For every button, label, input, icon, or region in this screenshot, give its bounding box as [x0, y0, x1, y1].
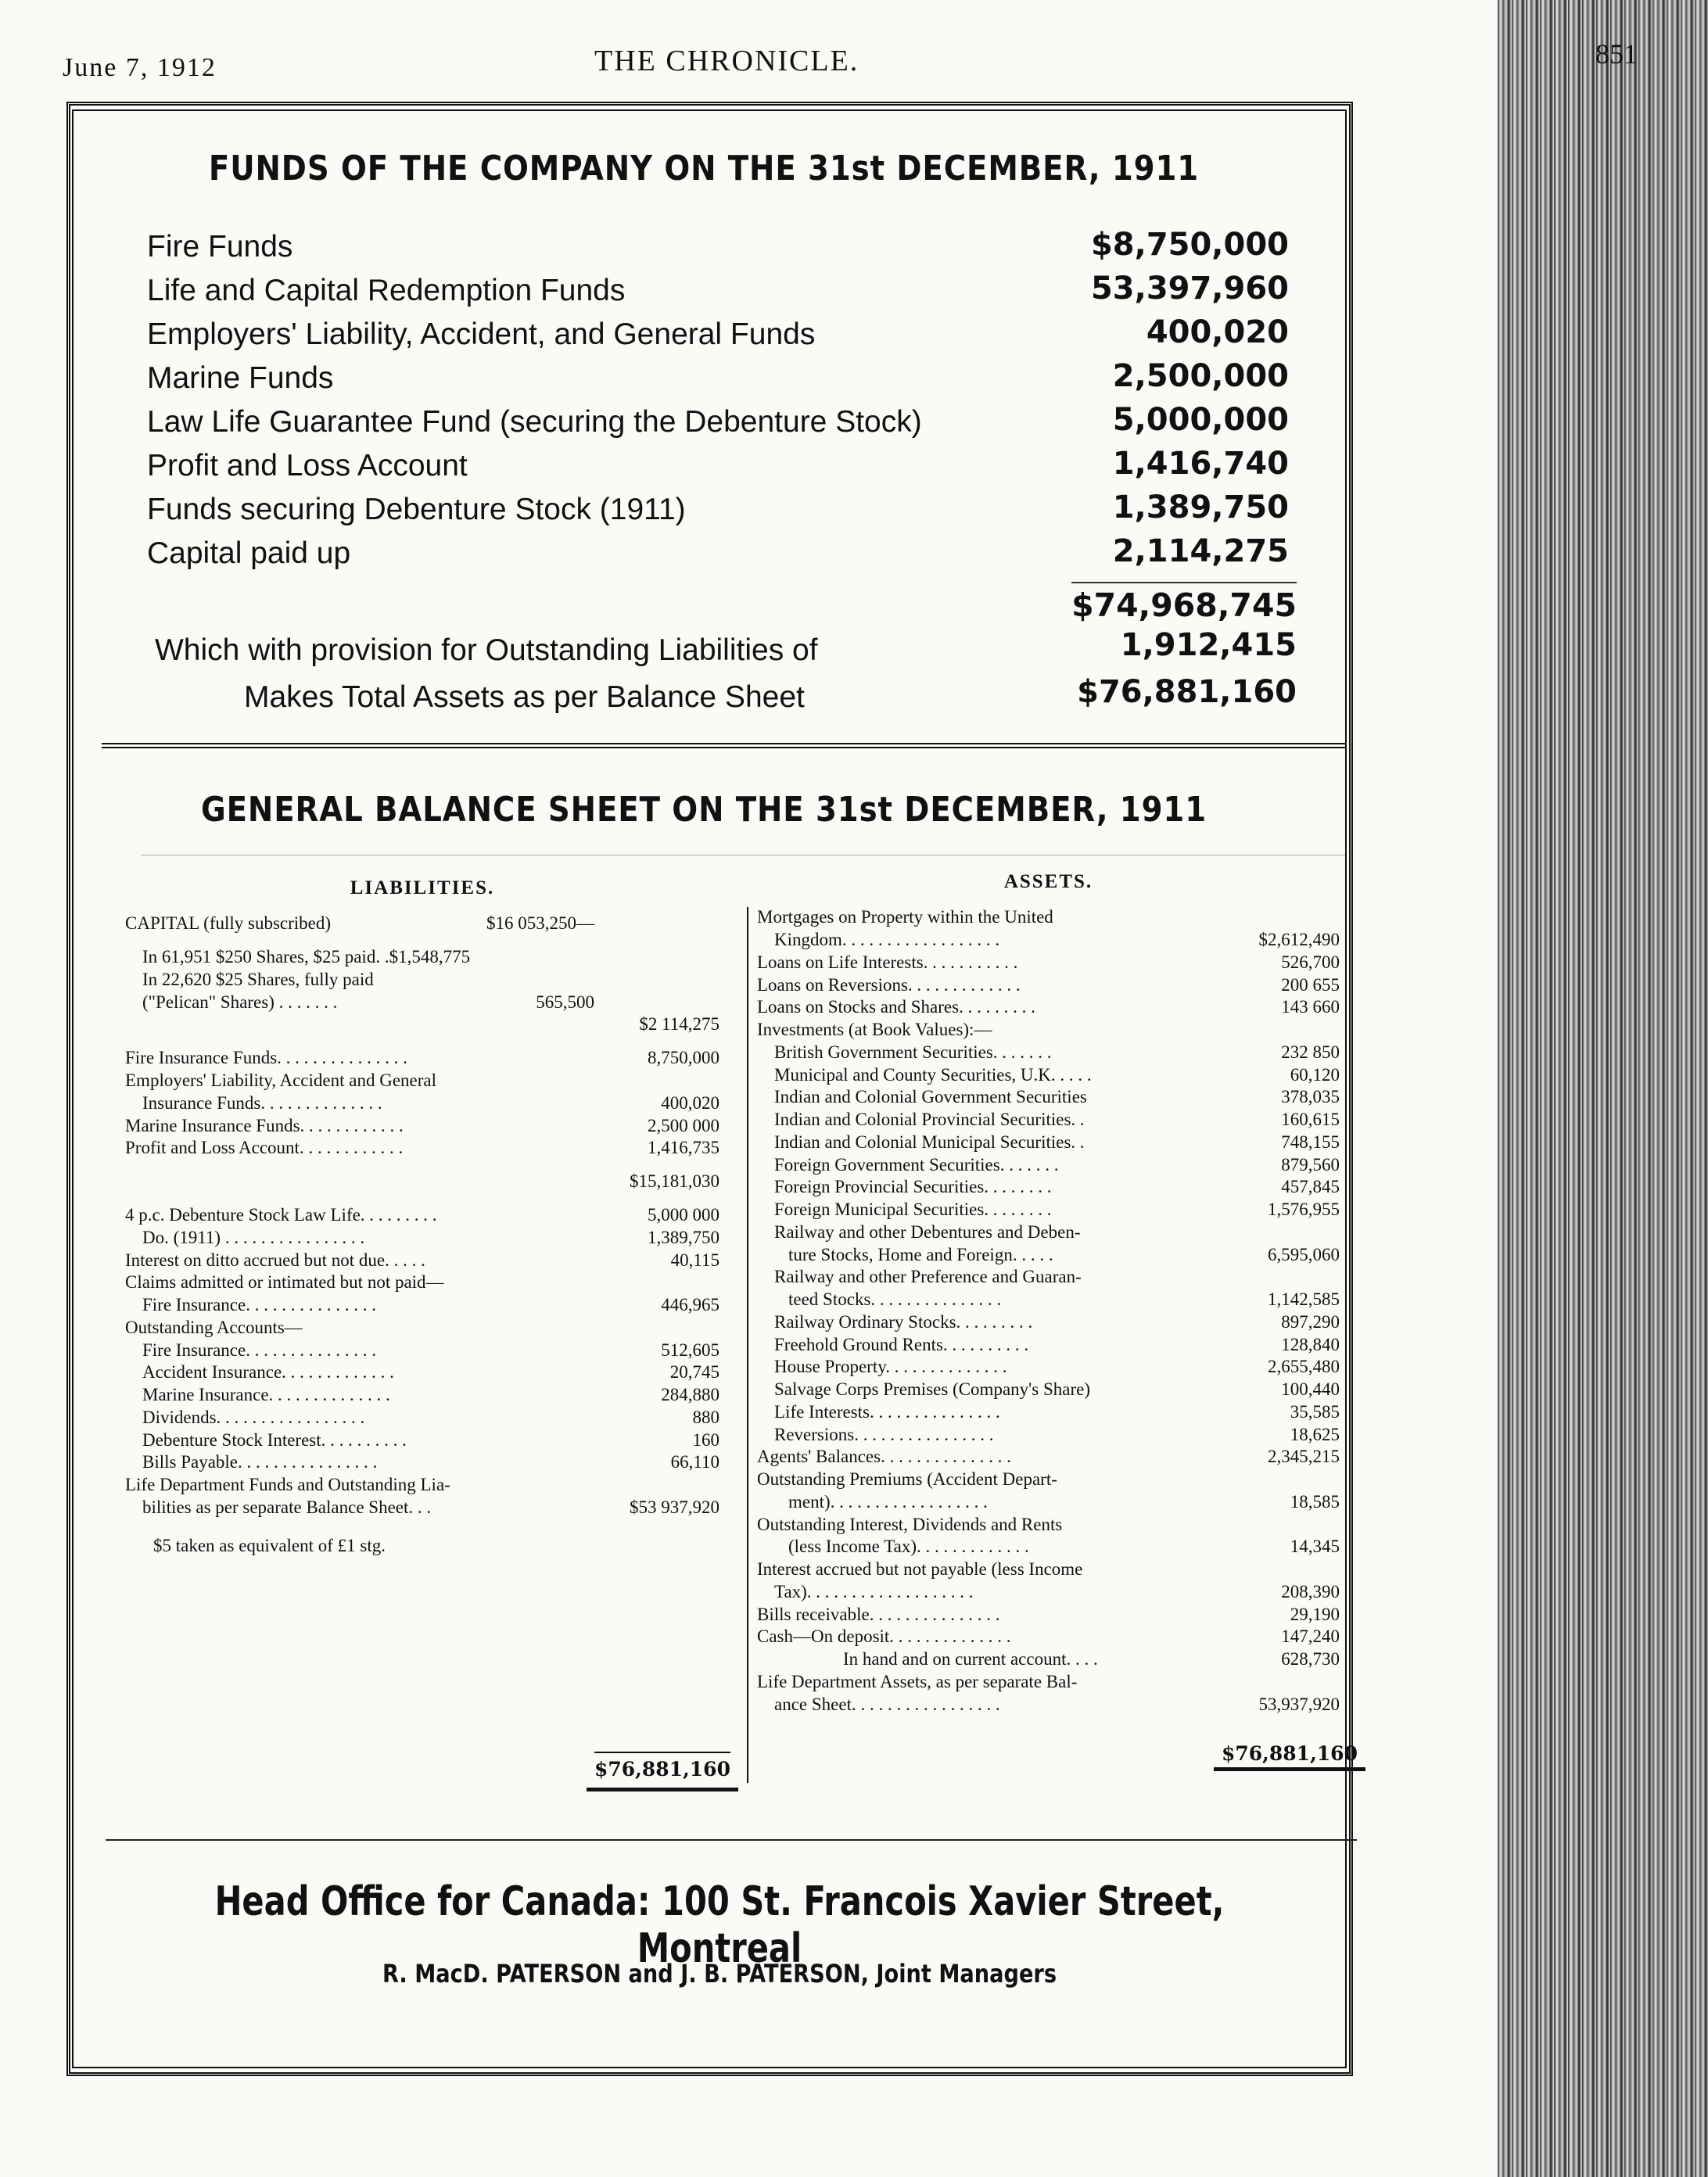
line-text: Investments (at Book Values):—	[757, 1020, 992, 1039]
asset-line	[757, 1244, 1340, 1267]
line-amount: 232 850	[1281, 1042, 1340, 1062]
line-text: Claims admitted or intimated but not paid—	[125, 1272, 444, 1293]
line-text: Debenture Stock Interest. . . . . . . . . .	[142, 1429, 407, 1450]
line-text: Agents' Balances. . . . . . . . . . . . . . .	[757, 1447, 1011, 1467]
funds-row-label: Life and Capital Redemption Funds	[147, 274, 626, 307]
liability-line	[125, 1497, 719, 1519]
line-amount: 20,745	[669, 1362, 719, 1383]
line-text: Fire Insurance Funds. . . . . . . . . . . . . . .	[125, 1048, 407, 1068]
line-amount: 14,345	[1290, 1537, 1340, 1557]
line-text: Foreign Government Securities. . . . . . .	[774, 1154, 1059, 1175]
liabilities-heading: LIABILITIES.	[350, 877, 495, 898]
line-text: Outstanding Premiums (Accident Depart-	[757, 1469, 1057, 1489]
asset-line	[757, 1289, 1340, 1311]
funds-row-amount: 2,114,275	[1112, 533, 1289, 569]
line-text: Life Department Funds and Outstanding Lia-	[125, 1475, 450, 1494]
asset-line	[757, 1356, 1340, 1379]
line-amount: 378,035	[1281, 1087, 1340, 1107]
line-text: ance Sheet. . . . . . . . . . . . . . . . .	[774, 1694, 1000, 1714]
balance-sheet-title: GENERAL BALANCE SHEET ON THE 31st DECEMBER, 1911	[200, 790, 1207, 830]
funds-row-amount: 400,020	[1146, 314, 1289, 350]
line-text: ("Pelican" Shares) . . . . . . .	[142, 992, 338, 1012]
asset-line	[757, 1042, 1340, 1064]
funds-row-label: Funds securing Debenture Stock (1911)	[147, 493, 686, 526]
line-amount: 143 660	[1281, 997, 1340, 1017]
asset-line	[757, 1154, 1340, 1177]
line-amount: 60,120	[1290, 1064, 1340, 1085]
line-subtotal: $16 053,250—	[486, 913, 594, 934]
line-amount: $2,612,490	[1258, 930, 1340, 949]
line-amount: 160	[692, 1429, 719, 1450]
line-amount: 35,585	[1290, 1401, 1340, 1422]
asset-line	[757, 1424, 1340, 1447]
line-text: Foreign Municipal Securities. . . . . . . .	[774, 1200, 1052, 1219]
funds-row-amount: 1,416,740	[1112, 446, 1289, 482]
line-text: In hand and on current account. . . .	[843, 1649, 1098, 1669]
funds-row-amount: 53,397,960	[1090, 271, 1289, 307]
liability-line	[125, 1227, 719, 1250]
line-text: Loans on Reversions. . . . . . . . . . . . .	[757, 974, 1021, 995]
liability-line	[125, 1271, 719, 1294]
asset-line	[757, 1221, 1340, 1244]
line-text: bilities as per separate Balance Sheet. . .	[142, 1497, 432, 1517]
line-text: Insurance Funds. . . . . . . . . . . . . .	[142, 1092, 382, 1113]
asset-line	[757, 1648, 1340, 1671]
line-text: teed Stocks. . . . . . . . . . . . . . .	[788, 1289, 1002, 1309]
funds-row	[147, 490, 1289, 533]
line-text: Indian and Colonial Government Securities	[774, 1087, 1087, 1107]
liability-line	[125, 1340, 719, 1362]
line-amount: 880	[692, 1407, 719, 1427]
asset-line	[757, 1334, 1340, 1357]
liabilities-total: $76,881,160	[594, 1752, 730, 1781]
line-amount: 8,750,000	[648, 1048, 719, 1068]
provision-label: Which with provision for Outstanding Liabilities of	[155, 633, 818, 667]
funds-row	[147, 402, 1289, 446]
funds-row	[147, 227, 1289, 271]
asset-line	[757, 1176, 1340, 1199]
liability-line	[125, 1384, 719, 1407]
total-assets-row	[147, 674, 1297, 721]
asset-line	[757, 952, 1340, 974]
funds-row-amount: $8,750,000	[1090, 227, 1289, 263]
asset-line	[757, 1558, 1340, 1581]
line-amount: 748,155	[1281, 1132, 1340, 1152]
total-assets-amount: $76,881,160	[1077, 674, 1297, 710]
line-amount: 6,595,060	[1268, 1244, 1340, 1264]
line-amount: $2 114,275	[639, 1014, 719, 1035]
line-amount: 1,416,735	[648, 1138, 719, 1158]
page-header	[63, 38, 1638, 84]
line-text: Cash—On deposit. . . . . . . . . . . . . .	[757, 1626, 1011, 1647]
line-amount: 2,345,215	[1268, 1447, 1340, 1467]
asset-line	[757, 1132, 1340, 1154]
line-text: (less Income Tax). . . . . . . . . . . . .	[788, 1537, 1029, 1557]
line-text: Indian and Colonial Municipal Securities. .	[774, 1132, 1085, 1152]
line-amount: 400,020	[661, 1092, 719, 1113]
funds-row-label: Profit and Loss Account	[147, 449, 468, 482]
line-text: Railway Ordinary Stocks. . . . . . . . .	[774, 1311, 1033, 1332]
line-text: Loans on Stocks and Shares. . . . . . . . .	[757, 997, 1035, 1017]
line-amount: 128,840	[1281, 1334, 1340, 1354]
funds-row	[147, 446, 1289, 490]
liability-line	[125, 946, 719, 969]
liability-line	[125, 1047, 719, 1070]
funds-row-label: Employers' Liability, Accident, and General Funds	[147, 317, 816, 351]
line-amount: 628,730	[1281, 1649, 1340, 1669]
line-amount: 29,190	[1290, 1604, 1340, 1624]
liability-line	[125, 1474, 719, 1497]
line-amount: 100,440	[1281, 1379, 1340, 1399]
line-amount: 512,605	[661, 1340, 719, 1360]
line-text: Mortgages on Property within the United	[757, 907, 1053, 927]
line-amount: 40,115	[670, 1250, 719, 1270]
line-text: Indian and Colonial Provincial Securities. .	[774, 1110, 1085, 1129]
line-text: CAPITAL (fully subscribed)	[125, 913, 332, 934]
liability-line	[125, 1115, 719, 1138]
line-amount: 457,845	[1281, 1177, 1340, 1197]
asset-line	[757, 1064, 1340, 1087]
line-text: Profit and Loss Account. . . . . . . . . . . .	[125, 1138, 404, 1158]
asset-line	[757, 1086, 1340, 1109]
liability-line	[125, 992, 719, 1014]
line-text: Tax). . . . . . . . . . . . . . . . . . .	[774, 1581, 974, 1601]
line-amount: 53,937,920	[1258, 1694, 1340, 1714]
asset-line	[757, 1311, 1340, 1334]
line-amount: 1,142,585	[1268, 1289, 1340, 1309]
line-text: Marine Insurance Funds. . . . . . . . . . . .	[125, 1115, 404, 1135]
funds-row-label: Law Life Guarantee Fund (securing the Debenture Stock)	[147, 405, 922, 439]
assets-total: $76,881,160	[1222, 1742, 1358, 1765]
line-amount: 160,615	[1281, 1110, 1340, 1129]
line-text: In 22,620 $25 Shares, fully paid	[142, 969, 374, 989]
line-text: Accident Insurance. . . . . . . . . . . . .	[142, 1362, 394, 1383]
line-amount: 200 655	[1281, 974, 1340, 995]
assets-column	[757, 870, 1340, 1716]
line-text: Life Department Assets, as per separate Bal-	[757, 1671, 1078, 1691]
asset-line	[757, 1581, 1340, 1604]
line-text: Municipal and County Securities, U.K. . . . .	[774, 1064, 1092, 1085]
head-office-line: Head Office for Canada: 100 St. Francois Xavier Street, Montreal	[214, 1878, 1225, 1972]
asset-line	[757, 974, 1340, 997]
publication-title: THE CHRONICLE.	[594, 45, 859, 77]
line-text: Loans on Life Interests. . . . . . . . . . .	[757, 952, 1018, 972]
funds-row	[147, 271, 1289, 314]
liability-line	[125, 1317, 719, 1340]
liability-line	[125, 1250, 719, 1272]
liability-line	[125, 1137, 719, 1160]
line-text: Marine Insurance. . . . . . . . . . . . . .	[142, 1385, 390, 1404]
column-divider	[747, 907, 748, 1783]
footer-rule	[106, 1839, 1357, 1841]
liability-line	[125, 1451, 719, 1474]
asset-line	[757, 1514, 1340, 1537]
funds-row	[147, 533, 1289, 577]
line-amount: 66,110	[670, 1452, 719, 1472]
funds-table	[147, 227, 1297, 721]
funds-row-label: Fire Funds	[147, 230, 293, 264]
liability-line	[125, 1429, 719, 1452]
funds-row-label: Marine Funds	[147, 361, 334, 395]
line-amount: 5,000 000	[648, 1205, 719, 1225]
liabilities-column	[125, 876, 719, 1557]
line-text: Employers' Liability, Accident and General	[125, 1071, 436, 1090]
asset-line	[757, 1626, 1340, 1648]
line-text: Bills receivable. . . . . . . . . . . . . . .	[757, 1604, 1000, 1624]
book-page-edges	[1498, 0, 1708, 2177]
funds-title: FUNDS OF THE COMPANY ON THE 31st DECEMBER, 1911	[208, 149, 1200, 188]
line-amount: 2,655,480	[1268, 1357, 1340, 1377]
line-text: Outstanding Accounts—	[125, 1317, 303, 1337]
line-text: Interest on ditto accrued but not due. . . . .	[125, 1250, 425, 1270]
funds-total-row	[147, 577, 1297, 627]
funds-row	[147, 358, 1289, 402]
line-text: Interest accrued but not payable (less Income	[757, 1559, 1083, 1579]
line-amount: 147,240	[1281, 1626, 1340, 1647]
line-amount: 18,585	[1290, 1491, 1340, 1512]
provision-amount: 1,912,415	[1120, 627, 1297, 663]
asset-line	[757, 1109, 1340, 1132]
asset-line	[757, 1379, 1340, 1401]
funds-row-label: Capital paid up	[147, 536, 351, 570]
liability-line	[125, 1013, 719, 1036]
asset-line	[757, 1671, 1340, 1694]
asset-line	[757, 1401, 1340, 1424]
funds-total: $74,968,745	[1071, 582, 1297, 624]
line-amount: 446,965	[661, 1295, 719, 1314]
line-text: ture Stocks, Home and Foreign. . . . .	[788, 1244, 1053, 1264]
page-number: 851	[1595, 38, 1638, 70]
asset-line	[757, 1604, 1340, 1626]
asset-line	[757, 1019, 1340, 1042]
line-amount: 208,390	[1281, 1581, 1340, 1601]
line-text: Kingdom. . . . . . . . . . . . . . . . . .	[774, 930, 1000, 949]
asset-line	[757, 1694, 1340, 1716]
line-text: Foreign Provincial Securities. . . . . . . .	[774, 1177, 1052, 1197]
liability-line	[125, 1361, 719, 1384]
exchange-note: $5 taken as equivalent of £1 stg.	[153, 1535, 386, 1555]
line-text: Do. (1911) . . . . . . . . . . . . . . . .	[142, 1227, 365, 1247]
asset-line	[757, 1491, 1340, 1514]
line-amount: 897,290	[1281, 1311, 1340, 1332]
liability-line	[125, 1070, 719, 1092]
line-text: In 61,951 $250 Shares, $25 paid. .$1,548,775	[142, 947, 471, 967]
asset-line	[757, 1469, 1340, 1491]
funds-row	[147, 314, 1289, 358]
line-amount: $15,181,030	[630, 1171, 719, 1191]
funds-row-amount: 2,500,000	[1112, 358, 1289, 394]
liability-line	[125, 1294, 719, 1317]
line-amount: 879,560	[1281, 1154, 1340, 1175]
line-text: 4 p.c. Debenture Stock Law Life. . . . . . . . .	[125, 1205, 437, 1225]
line-text: Fire Insurance. . . . . . . . . . . . . . .	[142, 1295, 376, 1314]
line-text: Freehold Ground Rents. . . . . . . . . .	[774, 1334, 1029, 1354]
liability-line	[125, 969, 719, 992]
liability-line	[125, 1092, 719, 1115]
liability-line	[125, 1407, 719, 1429]
line-amount: 1,389,750	[648, 1227, 719, 1247]
liability-line	[125, 913, 719, 935]
line-text: Dividends. . . . . . . . . . . . . . . . .	[142, 1407, 365, 1427]
line-text: Reversions. . . . . . . . . . . . . . . .	[774, 1424, 994, 1444]
line-subtotal: 565,500	[536, 992, 594, 1012]
issue-date: June 7, 1912	[63, 53, 217, 82]
line-text: Outstanding Interest, Dividends and Rents	[757, 1514, 1063, 1534]
line-text: ment). . . . . . . . . . . . . . . . . .	[788, 1491, 988, 1512]
asset-line	[757, 906, 1340, 929]
assets-heading: ASSETS.	[1003, 871, 1093, 892]
line-amount: 1,576,955	[1268, 1200, 1340, 1219]
line-text: Fire Insurance. . . . . . . . . . . . . . .	[142, 1340, 376, 1360]
asset-line	[757, 1446, 1340, 1469]
funds-row-amount: 5,000,000	[1112, 402, 1289, 438]
line-amount: 18,625	[1290, 1424, 1340, 1444]
asset-line	[757, 1536, 1340, 1558]
line-amount: 284,880	[661, 1385, 719, 1404]
line-text: Railway and other Preference and Guaran-	[774, 1267, 1082, 1287]
section-divider	[102, 743, 1345, 748]
liability-line	[125, 1171, 719, 1193]
line-text: British Government Securities. . . . . . .	[774, 1042, 1052, 1062]
managers-line: R. MacD. PATERSON and J. B. PATERSON, Joint Managers	[382, 1959, 1057, 1989]
line-amount: $53 937,920	[630, 1497, 719, 1517]
line-amount: 526,700	[1281, 952, 1340, 972]
line-amount: 2,500 000	[648, 1115, 719, 1135]
line-text: Life Interests. . . . . . . . . . . . . . .	[774, 1401, 1000, 1422]
line-text: Railway and other Debentures and Deben-	[774, 1221, 1081, 1242]
asset-line	[757, 1199, 1340, 1221]
asset-line	[757, 1266, 1340, 1289]
asset-line	[757, 929, 1340, 952]
liability-line	[125, 1204, 719, 1227]
total-assets-label: Makes Total Assets as per Balance Sheet	[244, 680, 805, 714]
line-text: House Property. . . . . . . . . . . . . .	[774, 1357, 1007, 1377]
funds-row-amount: 1,389,750	[1112, 490, 1289, 525]
line-text: Salvage Corps Premises (Company's Share)	[774, 1379, 1091, 1399]
line-text: Bills Payable. . . . . . . . . . . . . . . .	[142, 1452, 378, 1472]
provision-row	[147, 627, 1297, 674]
asset-line	[757, 996, 1340, 1019]
